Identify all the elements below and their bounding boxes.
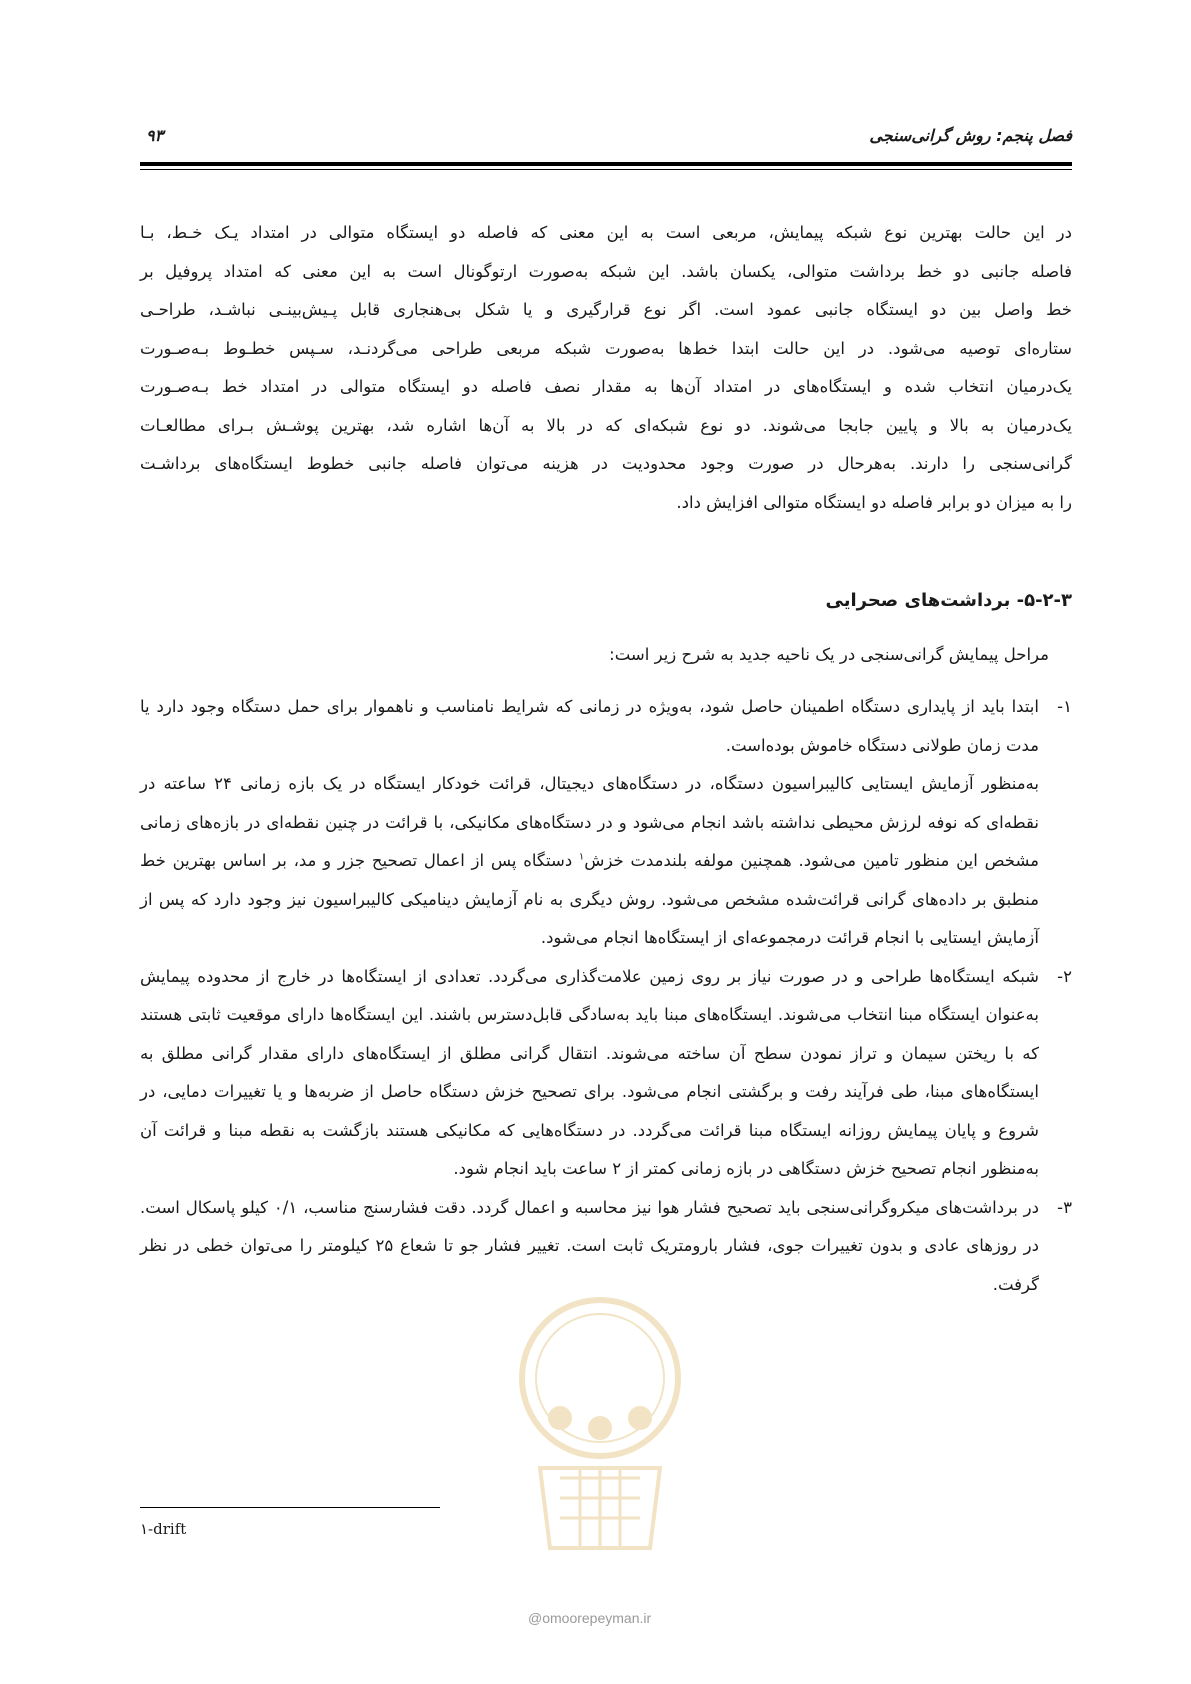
- paragraph-line: را به میزان دو برابر فاصله دو ایستگاه متوالی افزایش داد.: [676, 492, 1072, 512]
- header-rule-thick: [140, 162, 1072, 166]
- item-number: ۱-: [1057, 697, 1072, 716]
- running-header: [140, 126, 1072, 152]
- detail-text-continued: دستگاه پس از اعمال تصحیح جزر و مد، بر اساس بهترین خط منطبق بر داده‌های گرانی قرائت‌شده مشخص می‌شود. روش دیگری به نام آزمایش دینامیکی کالیبراسیون نیز وجود دارد که پس از آزمایش ایستایی با انجام قرائت درمجموعه‌ای از ایستگاه‌ها انجام می‌شود.: [140, 851, 1039, 947]
- section-title: برداشت‌های صحرایی: [825, 590, 1011, 611]
- item-number: ۲-: [1057, 966, 1072, 986]
- footnote-rule: [140, 1507, 440, 1508]
- item-number: ۳-: [1057, 1197, 1072, 1217]
- section-heading: [826, 590, 1073, 611]
- detail-text: به‌منظور آزمایش ایستایی کالیبراسیون دستگاه، در دستگاه‌های دیجیتال، قرائت خودکار ایستگاه در یک بازه زمانی ۲۴ ساعته در نقطه‌ای که نوفه لرزش محیطی نداشته باشد انجام می‌شود و در دستگاه‌های مکانیکی، با قرائت در چنین نقطه‌ای در بازه‌های زمانی مشخص این منظور تامین می‌شود. همچنین مولفه بلندمدت خزش: [140, 774, 1039, 870]
- procedure-list: [140, 688, 1072, 1304]
- item-text: ابتدا باید از پایداری دستگاه اطمینان حاصل شود، به‌ویژه در زمانی که شرایط نامناسب و ناهموار برای حمل دستگاه وجود دارد یا مدت زمان طولانی دستگاه خاموش بوده‌است.: [140, 697, 1039, 755]
- page-number: ۹۳: [146, 126, 164, 145]
- list-item: [140, 688, 1072, 958]
- paragraph-grid-design: [140, 214, 1072, 522]
- paragraph-line: ستاره‌ای توصیه می‌شود. در این حالت ابتدا خط‌ها به‌صورت شبکه مربعی طراحی می‌گردنـد، سـپس خطـوط بـه‌صـورت: [140, 338, 1072, 358]
- publisher-seal-watermark: [500, 1268, 700, 1568]
- list-item: [140, 958, 1072, 1189]
- item-text: در برداشت‌های میکروگرانی‌سنجی باید تصحیح فشار هوا نیز محاسبه و اعمال گردد. دقت فشارسنج مناسب، ۰/۱ کیلو پاسکال است. در روزهای عادی و بدون تغییرات جوی، فشار بارومتریک ثابت است. تغییر فشار جو تا شعاع ۲۵ کیلومتر را می‌توان خطی در نظر گرفت.: [140, 1197, 1039, 1294]
- footnote-marker: ۱: [578, 851, 585, 863]
- paragraph-line: در این حالت بهترین نوع شبکه پیمایش، مربعی است به این معنی که فاصله دو ایستگاه متوالی در امتداد یـک خـط، بـا: [140, 223, 1072, 242]
- item-text: شبکه ایستگاه‌ها طراحی و در صورت نیاز بر روی زمین علامت‌گذاری می‌گردد. تعدادی از ایستگاه‌ها در خارج از محدوده پیمایش به‌عنوان ایستگاه مبنا انتخاب می‌شوند. ایستگاه‌های مبنا باید به‌سادگی قابل‌دسترس باشند. این ایستگاه‌ها دارای موقعیت ثابتی هستند که با ریختن سیمان و تراز نمودن سطح آن ساخته می‌شوند. انتقال گرانی مطلق از ایستگاه‌های دارای مقدار گرانی مطلق به ایستگاه‌های مبنا، طی فرآیند رفت و برگشتی انجام می‌شود. برای تصحیح خزش دستگاه حاصل از ضربه‌ها و یا تغییرات دمایی، در شروع و پایان پیمایش روزانه ایستگاه مبنا قرائت می‌گردد. در دستگاه‌هایی که مکانیکی هستند بازگشت به نقطه مبنا و قرائت آن به‌منظور انجام تصحیح خزش دستگاهی در بازه زمانی کمتر از ۲ ساعت باید انجام شود.: [140, 966, 1039, 1178]
- paragraph-line: گرانی‌سنجی را دارند. به‌هرحال در صورت وجود محدودیت در هزینه می‌توان فاصله جانبی خطوط ایستگاه‌های برداشـت: [140, 454, 1072, 473]
- paragraph-line: خط واصل بین دو ایستگاه جانبی عمود است. اگر نوع قرارگیری و یا شکل بی‌هنجاری قابل پـیش‌بینـی نباشـد، طراحـی: [140, 300, 1072, 319]
- paragraph-line: فاصله جانبی دو خط برداشت متوالی، یکسان باشد. این شبکه به‌صورت ارتوگونال است به این معنی که امتداد پروفیل بر: [140, 261, 1072, 281]
- chapter-title: فصل پنجم: روش گرانی‌سنجی: [869, 126, 1072, 145]
- header-rule-thin: [140, 169, 1072, 170]
- footnote: ۱-drift: [140, 1520, 187, 1538]
- item-detail-paragraph: [140, 765, 1039, 958]
- paragraph-line: یک‌درمیان به بالا و پایین جابجا می‌شوند. دو نوع شبکه‌ای که در بالا به آن‌ها اشاره شد، بهترین پوشـش بـرای مطالعـات: [140, 415, 1072, 435]
- watermark-url: @omoorepeyman.ir: [528, 1610, 652, 1626]
- section-number: ۵-۲-۳-: [1016, 590, 1072, 611]
- paragraph-line: یک‌درمیان انتخاب شده و ایستگاه‌های در امتداد آن‌ها به مقدار نصف فاصله دو ایستگاه متوالی در امتداد خط بـه‌صـورت: [140, 377, 1072, 396]
- list-intro: مراحل پیمایش گرانی‌سنجی در یک ناحیه جدید به شرح زیر است:: [609, 645, 1049, 664]
